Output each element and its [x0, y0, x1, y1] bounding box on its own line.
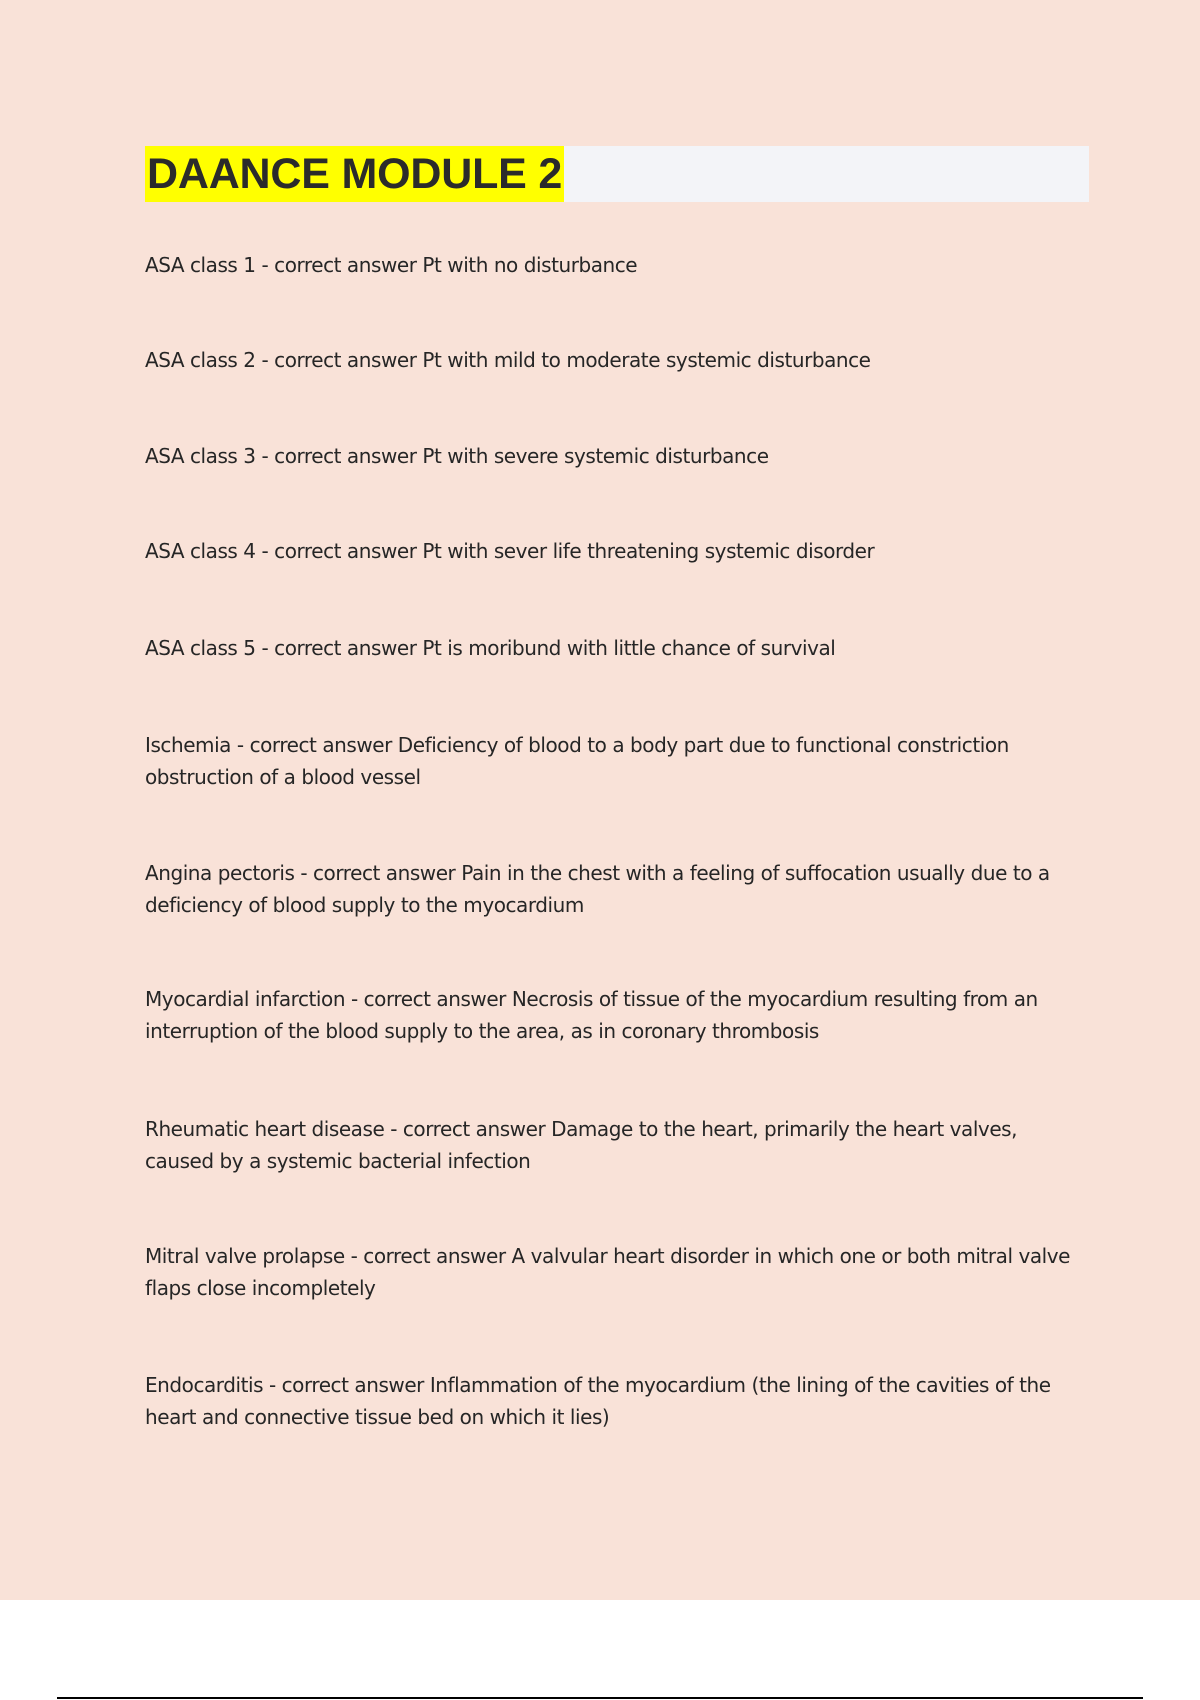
- title-bar: [145, 146, 1089, 202]
- flashcard-entry: ASA class 5 - correct answer Pt is moribund with little chance of survival: [145, 636, 836, 660]
- flashcard-entry: Mitral valve prolapse - correct answer A valvular heart disorder in which one or both mitral valve flaps close incompletely: [145, 1244, 1071, 1300]
- flashcard-entry: ASA class 1 - correct answer Pt with no disturbance: [145, 253, 638, 277]
- flashcard-entry: Myocardial infarction - correct answer Necrosis of tissue of the myocardium resulting from an interruption of the blood supply to the area, as in coronary thrombosis: [145, 987, 1038, 1043]
- flashcard-entry: Ischemia - correct answer Deficiency of blood to a body part due to functional constriction obstruction of a blood vessel: [145, 733, 1009, 789]
- flashcard-entry: ASA class 3 - correct answer Pt with severe systemic disturbance: [145, 444, 769, 468]
- flashcard-entry: Endocarditis - correct answer Inflammation of the myocardium (the lining of the cavities of the heart and connective tissue bed on which it lies): [145, 1373, 1051, 1429]
- footer-rule: [57, 1697, 1143, 1699]
- page-title: DAANCE MODULE 2: [145, 146, 564, 202]
- flashcard-entry: Rheumatic heart disease - correct answer Damage to the heart, primarily the heart valves, caused by a systemic bacterial infection: [145, 1117, 1018, 1173]
- flashcard-entry: ASA class 2 - correct answer Pt with mild to moderate systemic disturbance: [145, 348, 871, 372]
- flashcard-entry: Angina pectoris - correct answer Pain in the chest with a feeling of suffocation usually due to a deficiency of blood supply to the myocardium: [145, 861, 1050, 917]
- flashcard-entry: ASA class 4 - correct answer Pt with sever life threatening systemic disorder: [145, 539, 875, 563]
